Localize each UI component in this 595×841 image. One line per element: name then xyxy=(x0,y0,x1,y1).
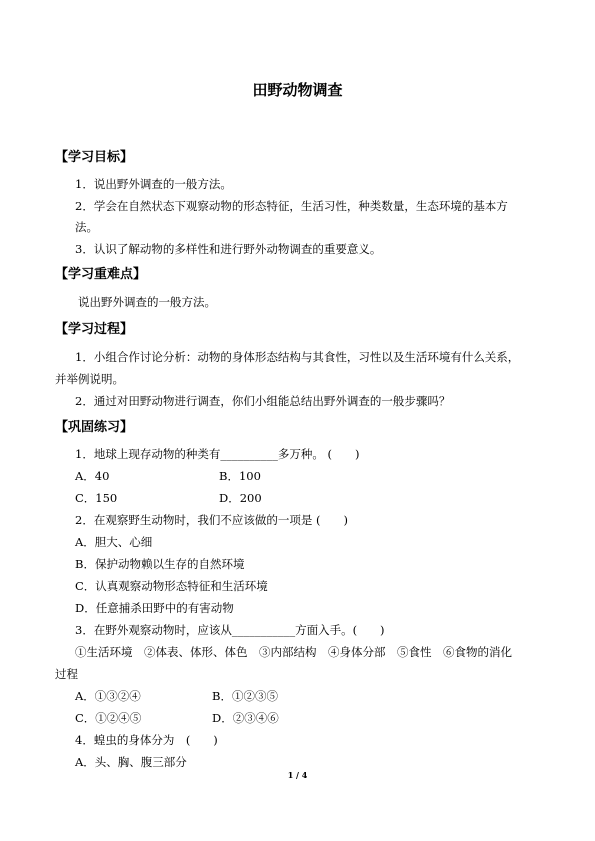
question-3-option-a: A．①③②④ xyxy=(75,689,141,703)
objective-item-2-cont: 法。 xyxy=(75,220,98,234)
question-2-option-b: B．保护动物赖以生存的自然环境 xyxy=(75,557,245,571)
question-3-choices: ①生活环境 ②体表、体形、体色 ③内部结构 ④身体分部 ⑤食性 ⑥食物的消化 xyxy=(75,645,512,659)
question-1-stem: 1．地球上现存动物的种类有__________多万种。 ( ) xyxy=(75,447,360,461)
objective-item-2: 2．学会在自然状态下观察动物的形态特征，生活习性，种类数量，生态环境的基本方 xyxy=(75,199,508,213)
process-heading: 【学习过程】 xyxy=(55,322,134,337)
practice-heading: 【巩固练习】 xyxy=(55,420,134,435)
process-item-1-cont: 并举例说明。 xyxy=(55,372,124,386)
question-4-option-a: A．头、胸、腹三部分 xyxy=(75,755,187,769)
question-4-stem: 4．蝗虫的身体分为 ( ) xyxy=(75,733,218,747)
question-1-option-d: D．200 xyxy=(219,491,262,505)
question-3-option-c: C．①②④⑤ xyxy=(75,711,142,725)
question-1-option-a: A．40 xyxy=(75,469,110,483)
question-1-option-b: B．100 xyxy=(219,469,261,483)
key-points-text: 说出野外调查的一般方法。 xyxy=(78,295,216,309)
page-title: 田野动物调查 xyxy=(252,81,343,99)
question-2-option-d: D．任意捕杀田野中的有害动物 xyxy=(75,601,234,615)
key-points-heading: 【学习重难点】 xyxy=(55,267,147,282)
question-1-option-c: C．150 xyxy=(75,491,118,505)
question-3-option-b: B．①②③⑤ xyxy=(212,689,278,703)
question-3-option-d: D．②③④⑥ xyxy=(212,711,279,725)
question-2-option-a: A．胆大、心细 xyxy=(75,535,153,549)
question-2-stem: 2．在观察野生动物时，我们不应该做的一项是 ( ) xyxy=(75,513,348,527)
process-item-2: 2．通过对田野动物进行调查，你们小组能总结出野外调查的一般步骤吗？ xyxy=(75,394,451,408)
objectives-heading: 【学习目标】 xyxy=(55,150,134,165)
objective-item-1: 1．说出野外调查的一般方法。 xyxy=(75,177,232,191)
process-item-1: 1．小组合作讨论分析：动物的身体形态结构与其食性，习性以及生活环境有什么关系， xyxy=(75,350,520,364)
question-3-choices-cont: 过程 xyxy=(55,667,78,681)
page-number: 1 / 4 xyxy=(287,770,308,780)
question-2-option-c: C．认真观察动物形态特征和生活环境 xyxy=(75,579,268,593)
question-3-stem: 3．在野外观察动物时，应该从___________方面入手。( ) xyxy=(75,623,385,637)
objective-item-3: 3．认识了解动物的多样性和进行野外动物调查的重要意义。 xyxy=(75,242,382,256)
